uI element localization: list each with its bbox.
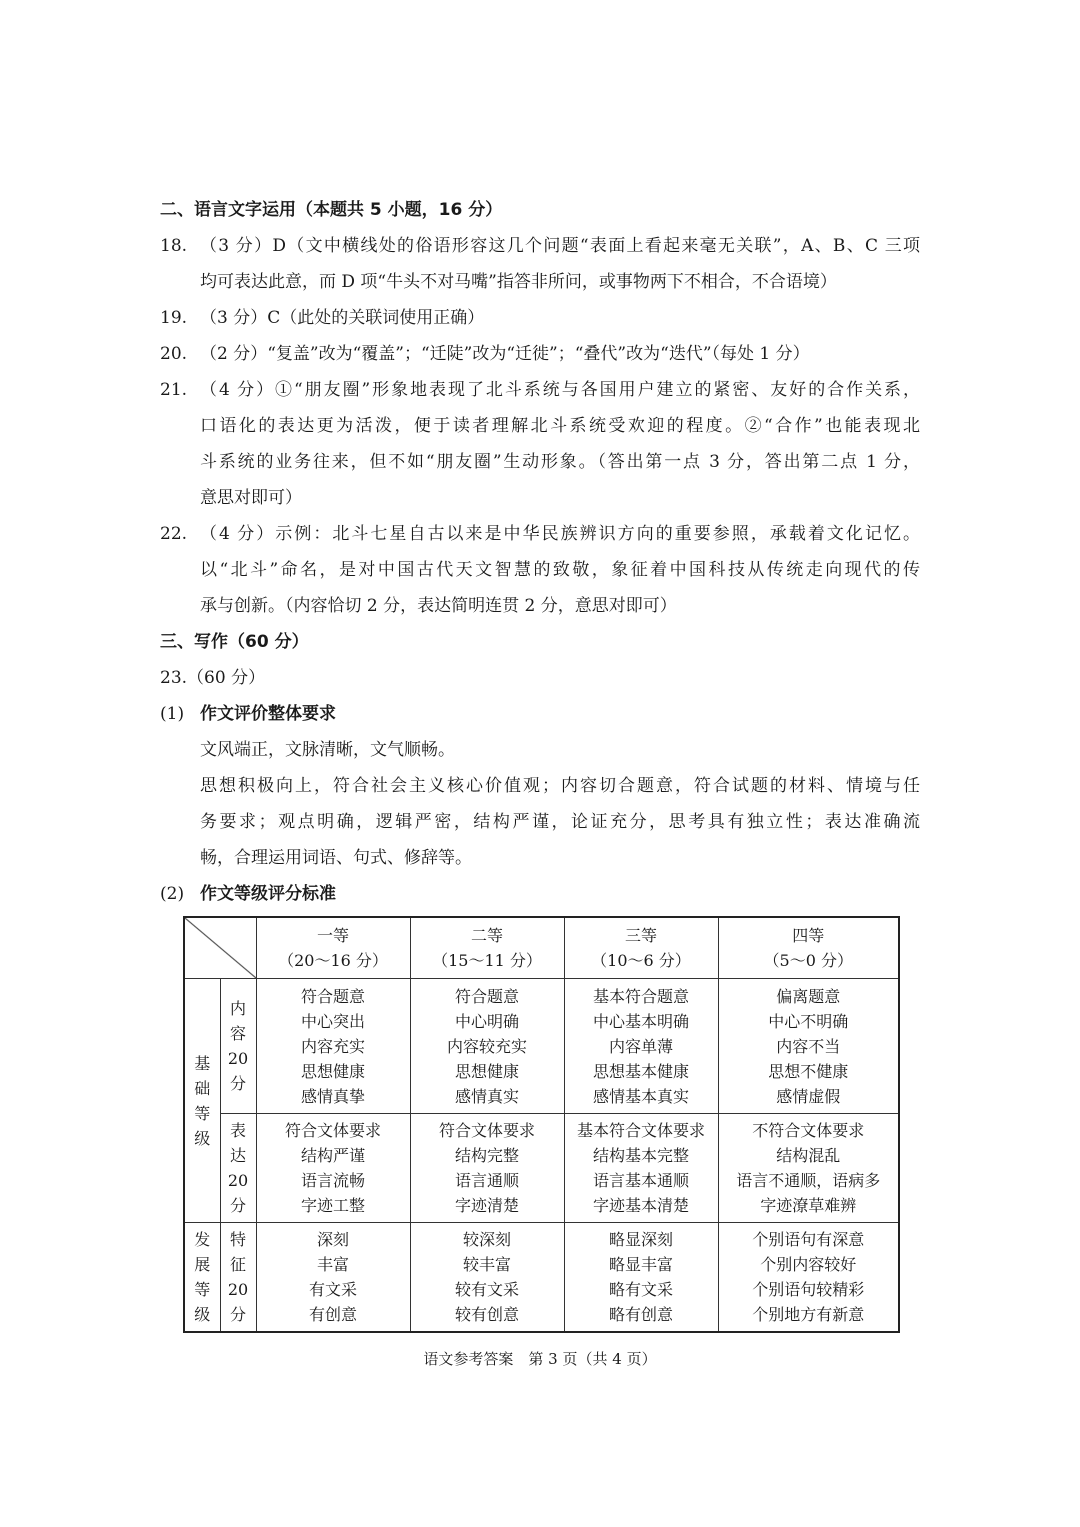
item-line: 口语化的表达更为活泼，便于读者理解北斗系统受欢迎的程度。②“合作”也能表现北 [200, 416, 920, 436]
item-line: （3 分）D（文中横线处的俗语形容这几个问题“表面上看起来毫无关联”，A、B、C 三项 [200, 236, 920, 256]
grade-range: （15～11 分） [432, 951, 542, 970]
item-line: （4 分）①“朋友圈”形象地表现了北斗系统与各国用户建立的紧密、友好的合作关系， [200, 380, 920, 400]
grade-name: 二等 [470, 926, 503, 945]
item-number: 22. [160, 524, 188, 544]
answer-content [160, 192, 920, 912]
paragraph-line: 文风端正，文脉清晰，文气顺畅。 [200, 740, 455, 760]
grade-name: 三等 [624, 926, 657, 945]
table-corner-cell [184, 917, 256, 979]
feature-label: 特 征 20 分 [220, 1223, 256, 1333]
grade-header [564, 917, 718, 979]
grade-name: 一等 [316, 926, 349, 945]
grade-range: （10～6 分） [591, 951, 691, 970]
content-criteria-grade-3: 基本符合题意 中心基本明确 内容单薄 思想基本健康 感情基本真实 [564, 979, 718, 1114]
expression-criteria-grade-3: 基本符合文体要求 结构基本完整 语言基本通顺 字迹基本清楚 [564, 1114, 718, 1223]
answer-item-21 [160, 372, 920, 516]
sub-heading-1 [160, 696, 920, 732]
item-line: 承与创新。（内容恰切 2 分，表达简明连贯 2 分，意思对即可） [200, 596, 677, 616]
sub-title: 作文评价整体要求 [200, 704, 336, 724]
section-3-title: 三、写作（60 分） [160, 632, 309, 652]
grade-range: （5～0 分） [763, 951, 853, 970]
feature-criteria-grade-1: 深刻 丰富 有文采 有创意 [256, 1223, 410, 1333]
content-criteria-grade-4: 偏离题意 中心不明确 内容不当 思想不健康 感情虚假 [718, 979, 899, 1114]
item-line: （3 分）C（此处的关联词使用正确） [200, 308, 485, 328]
grade-name: 四等 [792, 926, 825, 945]
item-number: 19. [160, 308, 188, 328]
expression-label: 表 达 20 分 [220, 1114, 256, 1223]
sub-title: 作文等级评分标准 [200, 884, 336, 904]
item-line: 均可表达此意，而 D 项“牛头不对马嘴”指答非所问，或事物两下不相合，不合语境） [200, 272, 837, 292]
paragraph-line: 思想积极向上，符合社会主义核心价值观；内容切合题意，符合试题的材料、情境与任 [200, 776, 920, 796]
feature-criteria-grade-2: 较深刻 较丰富 较有文采 较有创意 [410, 1223, 564, 1333]
requirements-text [160, 732, 920, 876]
content-criteria-grade-2: 符合题意 中心明确 内容较充实 思想健康 感情真实 [410, 979, 564, 1114]
item-line: （4 分）示例：北斗七星自古以来是中华民族辨识方向的重要参照，承载着文化记忆。 [200, 524, 920, 544]
item-number: 20. [160, 344, 188, 364]
grading-table [183, 916, 900, 1333]
sub-number: (1) [160, 704, 185, 724]
paragraph-line: 畅，合理运用词语、句式、修辞等。 [200, 848, 472, 868]
page-footer: 语文参考答案 第 3 页（共 4 页） [423, 1350, 657, 1368]
grade-header [718, 917, 899, 979]
question-23: 23.（60 分） [160, 668, 266, 688]
answer-item-20 [160, 336, 920, 372]
development-level-label: 发 展 等 级 [184, 1223, 220, 1333]
item-line: 斗系统的业务往来，但不如“朋友圈”生动形象。（答出第一点 3 分，答出第二点 1 分， [200, 452, 920, 472]
item-number: 21. [160, 380, 188, 400]
grade-range: （20～16 分） [278, 951, 388, 970]
basic-level-label: 基 础 等 级 [184, 979, 220, 1223]
item-number: 18. [160, 236, 188, 256]
expression-criteria-grade-1: 符合文体要求 结构严谨 语言流畅 字迹工整 [256, 1114, 410, 1223]
answer-item-19 [160, 300, 920, 336]
sub-heading-2 [160, 876, 920, 912]
sub-number: (2) [160, 884, 185, 904]
section-2-title: 二、语言文字运用（本题共 5 小题，16 分） [160, 200, 503, 220]
answer-item-22 [160, 516, 920, 624]
answer-item-18 [160, 228, 920, 300]
item-line: 以“北斗”命名，是对中国古代天文智慧的致敬，象征着中国科技从传统走向现代的传 [200, 560, 920, 580]
grade-header [256, 917, 410, 979]
grade-header [410, 917, 564, 979]
content-label: 内 容 20 分 [220, 979, 256, 1114]
content-criteria-grade-1: 符合题意 中心突出 内容充实 思想健康 感情真挚 [256, 979, 410, 1114]
expression-criteria-grade-2: 符合文体要求 结构完整 语言通顺 字迹清楚 [410, 1114, 564, 1223]
expression-criteria-grade-4: 不符合文体要求 结构混乱 语言不通顺，语病多 字迹潦草难辨 [718, 1114, 899, 1223]
item-line: （2 分）“复盖”改为“覆盖”；“迁陡”改为“迁徙”；“叠代”改为“迭代”（每处 1 分） [200, 344, 810, 364]
paragraph-line: 务要求；观点明确，逻辑严密，结构严谨，论证充分，思考具有独立性；表达准确流 [200, 812, 920, 832]
feature-criteria-grade-4: 个别语句有深意 个别内容较好 个别语句较精彩 个别地方有新意 [718, 1223, 899, 1333]
item-line: 意思对即可） [200, 488, 302, 508]
feature-criteria-grade-3: 略显深刻 略显丰富 略有文采 略有创意 [564, 1223, 718, 1333]
